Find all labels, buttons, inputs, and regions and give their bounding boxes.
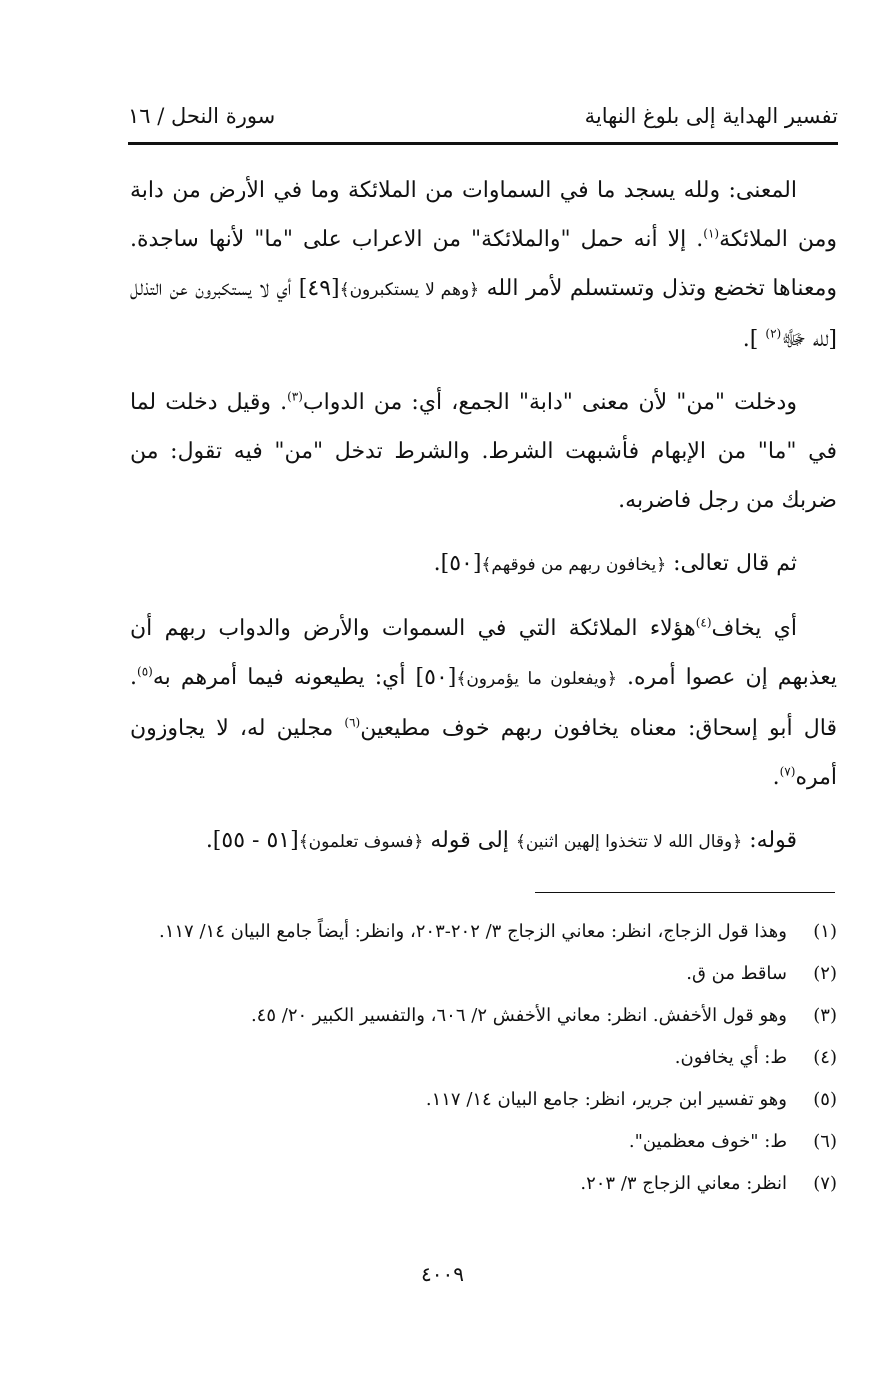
footnote-ref: (٦)	[344, 715, 361, 730]
footnote-number: (٦)	[813, 1131, 837, 1152]
text-segment: .	[772, 765, 780, 790]
footnote-ref: (٤)	[695, 615, 712, 630]
footnote-ref: (٧)	[779, 764, 796, 779]
quran-quote: ﴿وقال الله لا تتخذوا إلهين اثنين﴾	[515, 832, 743, 852]
running-header	[128, 98, 838, 134]
text-segment: ].	[742, 327, 766, 352]
quran-quote: ﴿فسوف تعلمون﴾	[298, 832, 424, 852]
footnote-number: (٤)	[813, 1047, 837, 1068]
footnote-number: (٣)	[813, 1005, 837, 1026]
footnote-text: وهو قول الأخفش. انظر: معاني الأخفش ٢/ ٦٠٦، والتفسير الكبير ٢٠/ ٤٥.	[250, 1005, 787, 1026]
text-segment: المعنى: ولله يسجد ما في السماوات من الملائكة وما في الأرض من دابة ومن الملائكة	[130, 178, 837, 252]
text-segment: ثم قال تعالى:	[666, 551, 797, 576]
footnote-item	[130, 996, 837, 1035]
footnote-number: (١)	[813, 921, 837, 942]
text-segment: [٤٩] أي لا يستكبرون عن التذلل [لله ﷻ	[130, 276, 837, 352]
quran-quote: ﴿ويفعلون ما يؤمرون﴾	[456, 669, 617, 689]
footnote-number: (٧)	[813, 1173, 837, 1194]
footnote-divider	[535, 892, 835, 893]
text-segment: هؤلاء الملائكة التي في السموات والأرض والدواب ربهم أن يعذبهم إن عصوا أمره.	[130, 616, 837, 690]
text-segment: . إلا أنه حمل "والملائكة" من الاعراب على "ما" لأنها ساجدة. ومعناها تخضع وتذل وتستسلم لأمر الله	[130, 227, 837, 301]
text-segment: [٥٠].	[433, 551, 482, 576]
surah-label: سورة النحل / ١٦	[128, 104, 276, 128]
paragraph	[130, 539, 837, 590]
footnote-text: ساقط من ق.	[686, 963, 787, 984]
text-segment: . قال أبو إسحاق: معناه يخافون ربهم خوف مطيعين	[130, 665, 837, 741]
quran-quote: ﴿يخافون ربهم من فوقهم﴾	[481, 555, 667, 575]
page-number: ٤٠٠٩	[421, 1262, 464, 1286]
footnote-text: انظر: معاني الزجاج ٣/ ٢٠٣.	[580, 1173, 787, 1194]
text-segment: إلى قوله	[423, 828, 516, 853]
text-segment: قوله:	[742, 828, 797, 853]
footnote-item	[130, 954, 837, 993]
footnote-ref: (٥)	[137, 664, 153, 679]
text-segment: مجلين له، لا يجاوزون أمره	[130, 716, 837, 790]
text-segment: ودخلت "من" لأن معنى "دابة" الجمع، أي: من الدواب	[302, 390, 797, 415]
footnote-ref: (١)	[703, 226, 720, 241]
footnote-text: وهذا قول الزجاج، انظر: معاني الزجاج ٣/ ٢٠٢-٢٠٣، وانظر: أيضاً جامع البيان ١٤/ ١١٧.	[158, 921, 787, 942]
quran-quote: ﴿وهم لا يستكبرون﴾	[339, 280, 480, 300]
paragraph	[130, 604, 837, 802]
footnote-item	[130, 1038, 837, 1077]
paragraph	[130, 166, 837, 364]
footnote-item	[130, 1122, 837, 1161]
text-segment: أي يخاف	[711, 616, 797, 641]
footnote-item	[130, 1164, 837, 1203]
footnotes	[130, 912, 837, 1206]
footnote-text: ط: "خوف معظمين".	[628, 1131, 787, 1152]
paragraph	[130, 378, 837, 525]
footnote-number: (٢)	[813, 963, 837, 984]
footnote-item	[130, 1080, 837, 1119]
main-text	[130, 166, 837, 881]
footnote-number: (٥)	[813, 1089, 837, 1110]
text-segment: [٥٠] أي: يطيعونه فيما أمرهم به	[152, 665, 457, 690]
footnote-text: ط: أي يخافون.	[674, 1047, 787, 1068]
paragraph	[130, 816, 837, 867]
footnote-item	[130, 912, 837, 951]
footnote-ref: (٢)	[765, 326, 782, 341]
book-title: تفسير الهداية إلى بلوغ النهاية	[584, 104, 838, 128]
text-segment: [٥١ - ٥٥].	[205, 828, 299, 853]
footnote-text: وهو تفسير ابن جرير، انظر: جامع البيان ١٤/ ١١٧.	[425, 1089, 787, 1110]
footnote-ref: (٣)	[287, 389, 303, 404]
text-segment: . وقيل دخلت لما في "ما" من الإبهام فأشبهت الشرط. والشرط تدخل "من" فيه تقول: من ضربك من رجل فاضربه.	[130, 390, 837, 513]
header-divider	[128, 142, 838, 145]
